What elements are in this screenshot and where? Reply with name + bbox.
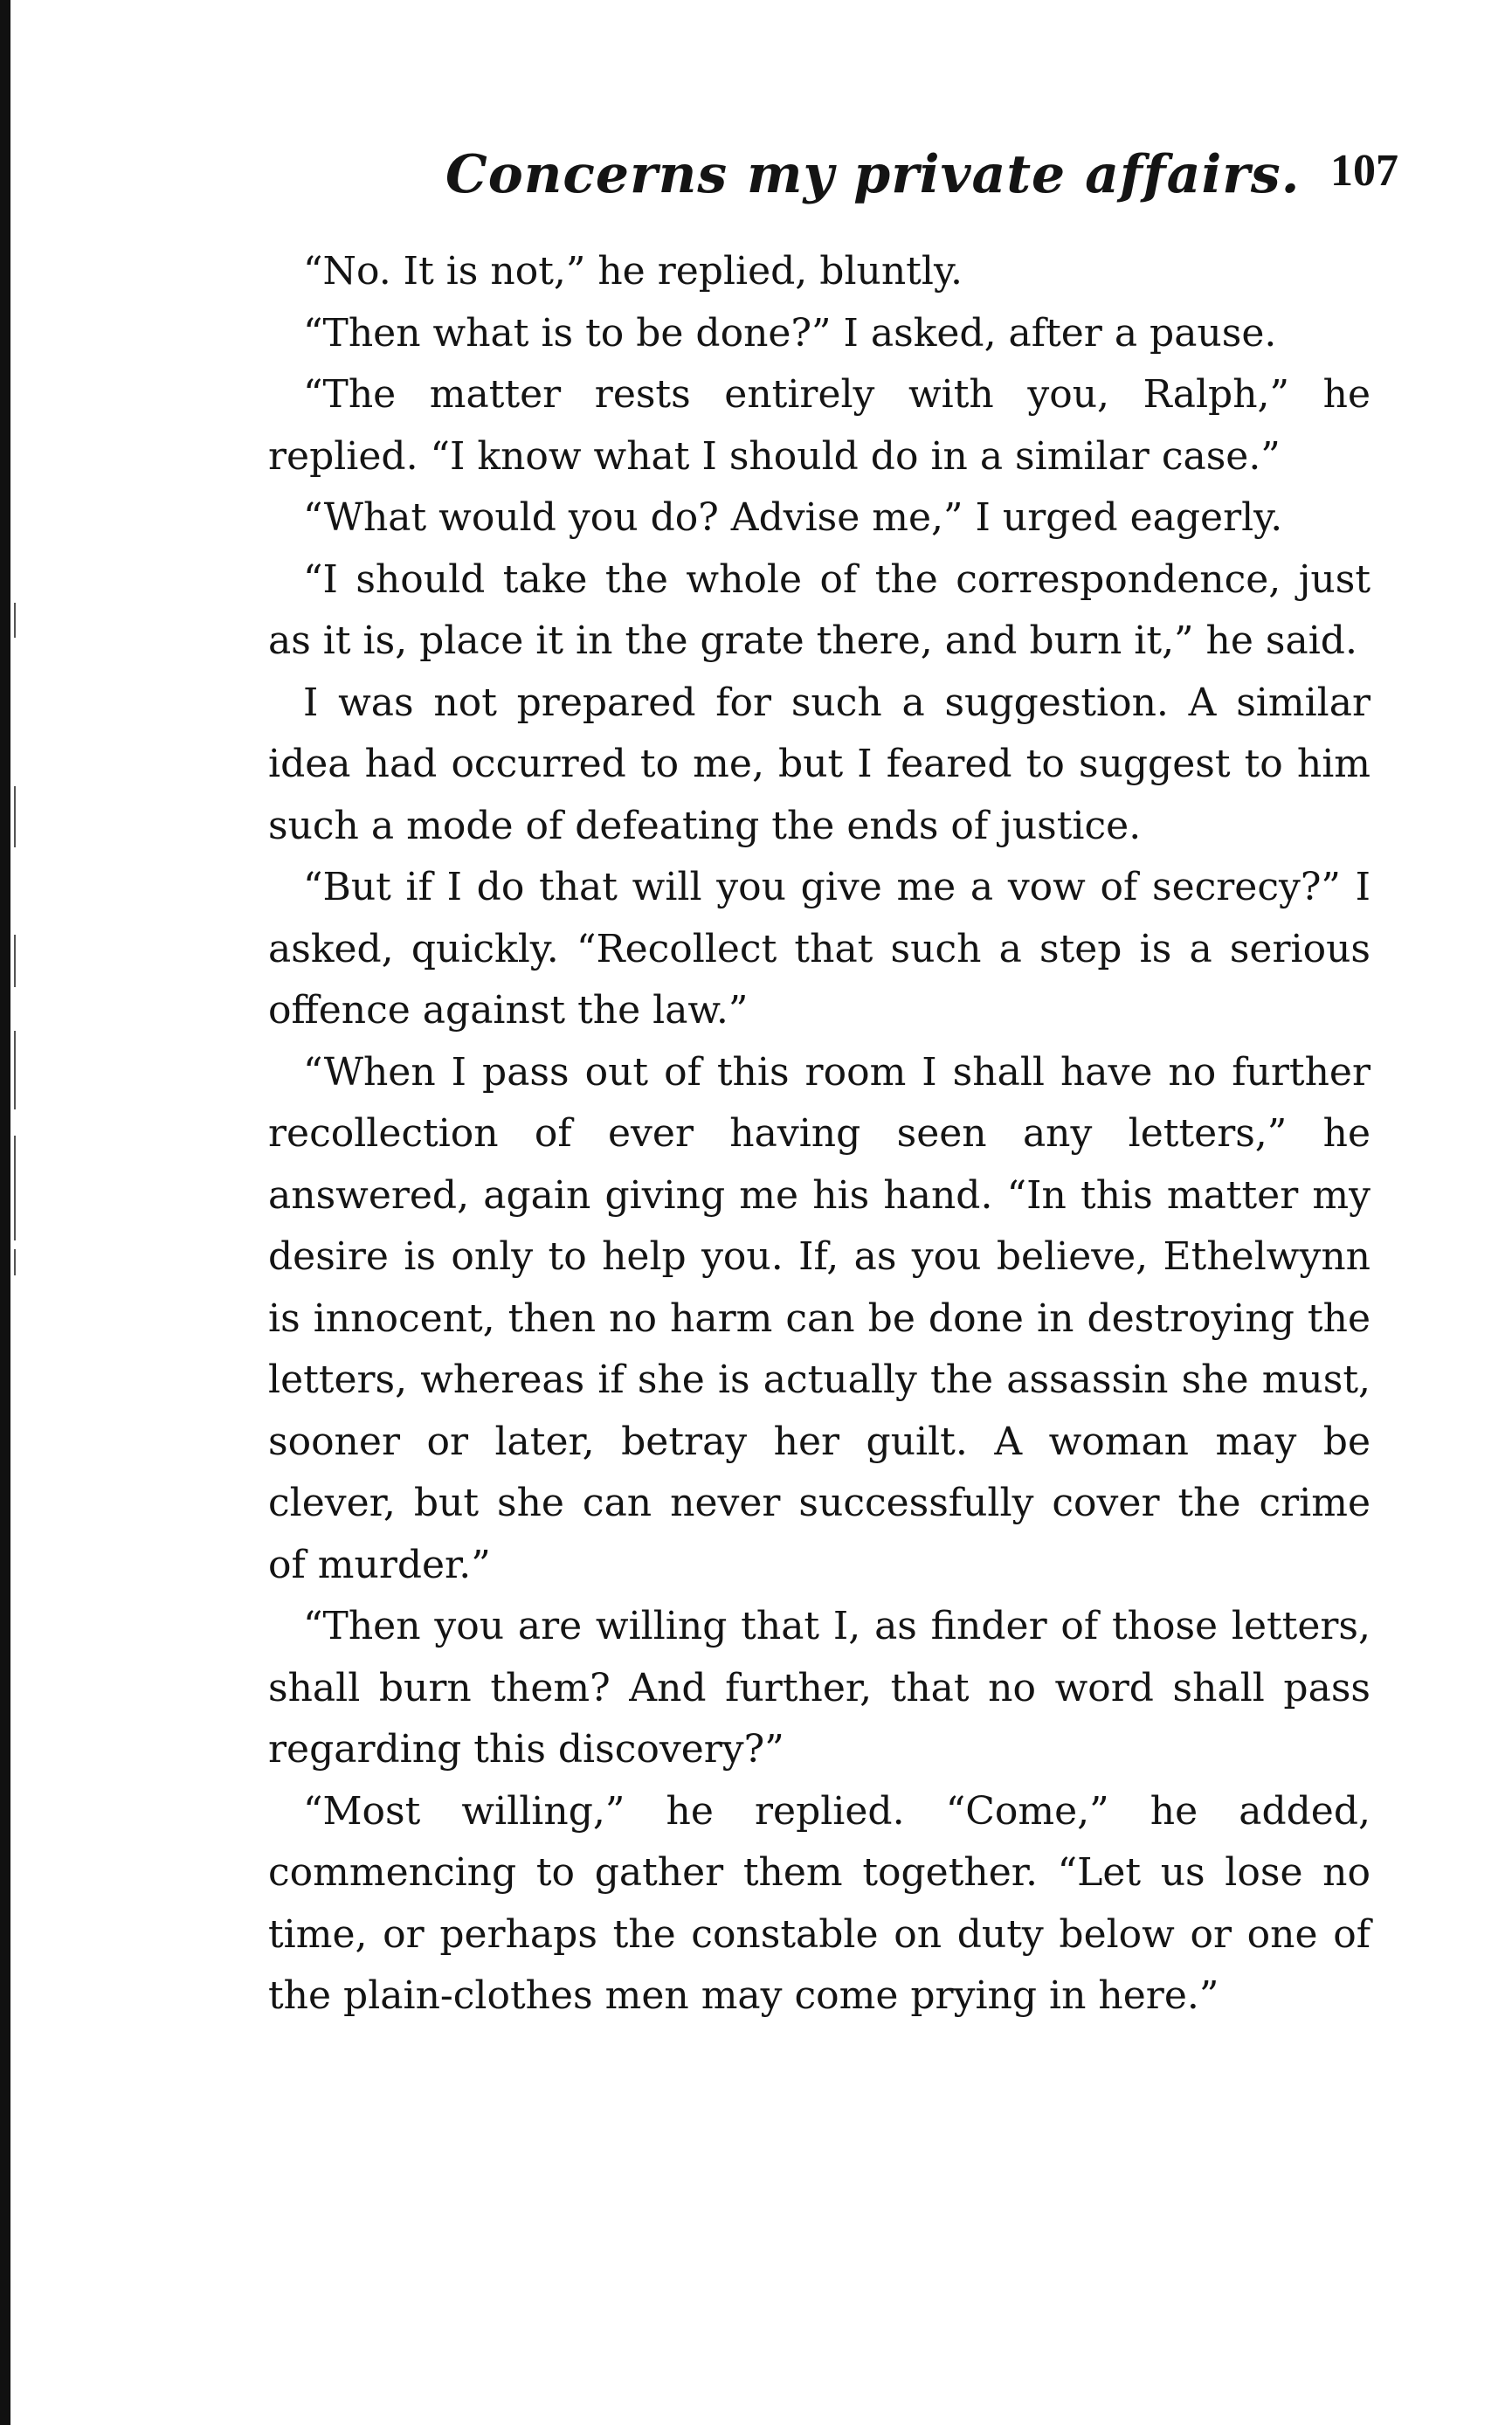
body-text — [268, 241, 1370, 2028]
paragraph-9: “Then you are willing that I, as finder of those letters, shall burn them? And further, that no word shall pass regarding this discovery?” — [268, 1604, 1370, 1772]
paragraph-5: “I should take the whole of the correspondence, just as it is, place it in the grate there, and burn it,” he said. — [268, 556, 1370, 663]
paragraph-3: “The matter rests entirely with you, Ralph,” he replied. “I know what I should do in a similar case.” — [268, 372, 1370, 479]
paragraph-1: “No. It is not,” he replied, bluntly. — [303, 249, 963, 294]
paragraph-6: I was not prepared for such a suggestion. A similar idea had occurred to me, but I feared to suggest to him such a mode of defeating the ends of justice. — [268, 680, 1370, 848]
book-spine-edge — [0, 0, 10, 2425]
paragraph-2: “Then what is to be done?” I asked, after a pause. — [303, 310, 1277, 356]
margin-scan-marks — [10, 0, 21, 2425]
paragraph-4: “What would you do? Advise me,” I urged eagerly. — [303, 495, 1283, 540]
paragraph-10: “Most willing,” he replied. “Come,” he added, commencing to gather them together. “Let us lose no time, or perhaps the constable on duty below or one of the plain-clothes men may come prying in here.” — [268, 1788, 1370, 2018]
running-head — [271, 140, 1398, 218]
paragraph-8: “When I pass out of this room I shall have no further recollection of ever having seen any letters,” he answered, again giving me his hand. “In this matter my desire is only to help you. If, as you believe, Ethelwynn is innocent, then no harm can be done in destroying the letters, whereas if she is actually the assassin she must, sooner or later, betray her guilt. A woman may be clever, but she can never successfully cover the crime of murder.” — [268, 1049, 1370, 1587]
paragraph-7: “But if I do that will you give me a vow of secrecy?” I asked, quickly. “Recollect that such a step is a serious offence against the law.” — [268, 865, 1370, 1033]
page-number: 107 — [1330, 146, 1398, 196]
running-title: Concerns my private affairs. — [445, 144, 1301, 205]
